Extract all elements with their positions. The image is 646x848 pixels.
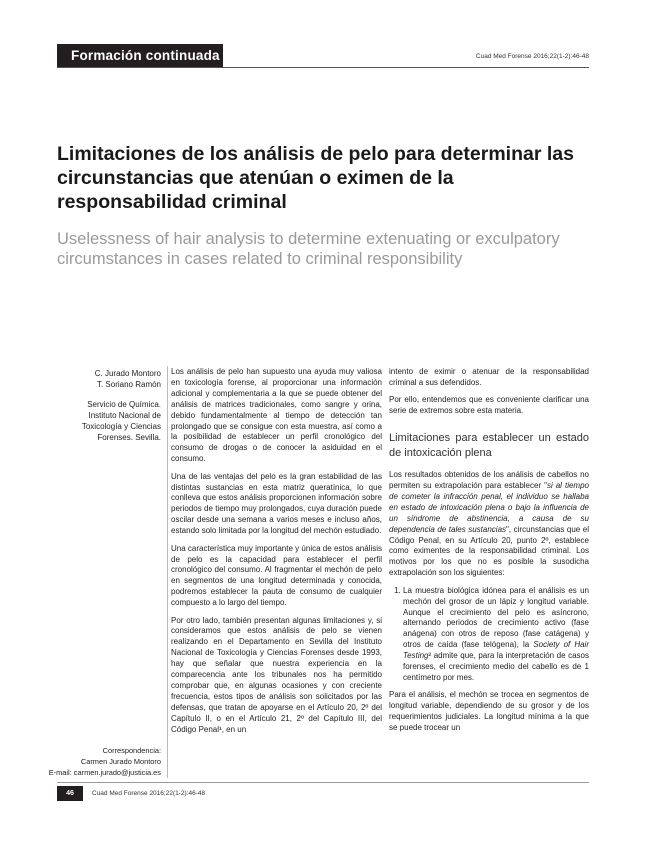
article-title-english: Uselessness of hair analysis to determine extenuating or exculpatory circumstances in cases related to criminal responsibility <box>57 230 560 268</box>
correspondence-label: Correspondencia: <box>102 746 161 755</box>
correspondence-email: E-mail: carmen.jurado@justicia.es <box>48 768 161 777</box>
list-item <box>403 586 589 684</box>
authors-block <box>60 368 161 443</box>
paragraph: Una característica muy importante y única de estos análisis de pelo es la capacidad para establecer el perfil cronológico del consumo. Al fragmentar el mechón de pelo en segmentos de una longitud determinada y conocida, podremos establecer la pauta de consumo de cualquier compuesto a lo largo del tiempo. <box>171 543 382 608</box>
correspondence-name: Carmen Jurado Montoro <box>80 757 161 766</box>
page-number: 46 <box>57 786 83 801</box>
article-title-spanish: Limitaciones de los análisis de pelo para determinar las circunstancias que atenúan o eximen de la responsabilidad criminal <box>57 143 574 213</box>
journal-reference-footer: Cuad Med Forense 2016;22(1-2):46-48 <box>92 790 206 797</box>
paragraph: Por ello, entendemos que es conveniente clarificar una serie de extremos sobre esta materia. <box>389 395 589 416</box>
text-run: ", circunstancias que el Código Penal, en su Artículo 20, punto 2º, establece como eximentes de la responsabilidad criminal. Los motivos por los que no es posible la susodicha extrapolación son los siguientes: <box>389 524 589 578</box>
section-heading: Limitaciones para establecer un estado de intoxicación plena <box>389 432 589 460</box>
paragraph: Los análisis de pelo han supuesto una ayuda muy valiosa en toxicología forense, al proporcionar una información adicional y complementaria a la que se puede obtener del análisis de matrices tradicionales, como sangre y orina, debido fundamentalmente al tiempo de detección tan prolongado que se consigue con esta muestra, así como a la posibilidad de establecer un perfil cronológico del consumo de drogas o de conocer la asiduidad en el consumo. <box>171 367 382 464</box>
text-run: ² admite que, para la interpretación de casos forenses, el crecimiento medio del cabello es de 1 centímetro por mes. <box>403 651 589 682</box>
quoted-italic-text: si al tiempo de cometer la infracción penal, el individuo se hallaba en estado de intoxicación plena o bajo la influencia de un síndrome de abstinencia, a causa de su dependencia de tales sustancias <box>389 481 589 534</box>
body-column-1 <box>171 367 382 742</box>
section-tag: Formación continuada <box>57 44 223 68</box>
header-rule <box>57 67 589 68</box>
text-run: La muestra biológica idónea para el análisis es un mechón del grosor de un lápiz y longitud variable. Aunque el crecimiento del pelo es asíncrono, alternando periodos de crecimiento activo (fase anágena) con otros de reposo (fase catágena) y otros de caída (fase telógena), la <box>403 585 589 650</box>
paragraph: intento de eximir o atenuar de la responsabilidad criminal a sus defendidos. <box>389 367 589 387</box>
journal-reference-header: Cuad Med Forense 2016;22(1-2):46-48 <box>475 53 589 60</box>
body-column-2 <box>389 367 589 740</box>
paragraph <box>389 470 589 579</box>
paragraph: Para el análisis, el mechón se trocea en segmentos de longitud variable, dependiendo de su grosor y de los requerimientos judiciales. La longitud mínima a la que se puede trocear un <box>389 689 589 732</box>
text-run: Los resultados obtenidos de los análisis de cabellos no permiten su extrapolación para establecer " <box>389 470 589 491</box>
author-name: C. Jurado Montoro <box>94 369 161 378</box>
footer-rule <box>57 782 589 783</box>
paragraph: Una de las ventajas del pelo es la gran estabilidad de las distintas sustancias en esta matriz queratínica, lo que conlleva que estos análisis proporcionen información sobre periodos de tiempo muy prolongados, cuya duración puede oscilar desde una semana a varios meses e incluso años, estando solo limitada por la longitud del mechón estudiado. <box>171 471 382 536</box>
author-affiliation: Servicio de Química. Instituto Nacional de Toxicología y Ciencias Forenses. Sevilla. <box>81 400 161 442</box>
paragraph: Por otro lado, también presentan algunas limitaciones y, si consideramos que estos análisis de pelo se vienen realizando en el Departamento en Sevilla del Instituto Nacional de Toxicología y Ciencias Forenses desde 1993, hay que señalar que nuestra experiencia en la comparecencia ante los tribunales nos ha permitido comprobar que, en algunas ocasiones y con creciente frecuencia, estos tipos de análisis son solicitados por las defensas, que tratan de apoyarse en el Artículo 20, 2º del Capítulo II, o en el Artículo 21, 2º del Capítulo III, del Código Penal¹, en un <box>171 615 382 734</box>
author-name: T. Soriano Ramón <box>96 380 161 389</box>
italic-text: Society of Hair Testing <box>403 640 589 661</box>
correspondence-block <box>40 745 161 778</box>
sidebar-divider <box>167 366 168 778</box>
numbered-list <box>389 586 589 684</box>
